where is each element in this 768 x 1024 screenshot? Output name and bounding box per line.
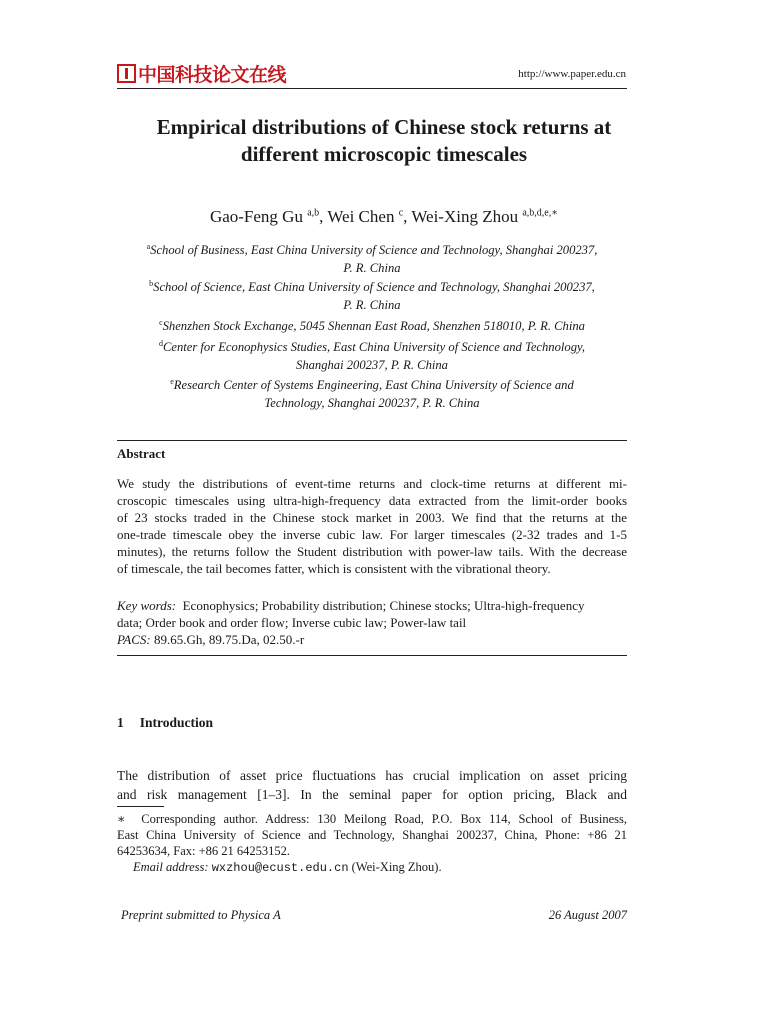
abstract-line: minutes), the returns follow the Student distribution with power-law tails. With the decrease	[117, 544, 627, 559]
author-marks: c	[398, 207, 404, 219]
abstract-line: of 23 stocks traded in the Chinese stock market in 2003. We find that the returns at the	[117, 510, 627, 525]
keywords-text: data; Order book and order flow; Inverse cubic law; Power-law tail	[117, 615, 467, 630]
author-name: Wei Chen	[327, 207, 395, 226]
affiliation-line: Research Center of Systems Engineering, East China University of Science and	[173, 378, 574, 393]
affiliation-line: P. R. China	[343, 261, 401, 276]
section-title: Introduction	[139, 715, 214, 730]
pacs-text: 89.65.Gh, 89.75.Da, 02.50.-r	[153, 632, 305, 647]
email-label: Email address:	[133, 860, 209, 874]
author-list: Gao-Feng Gu $^{a,b}$, Wei Chen $^c$, Wei-Xing Zhou $^{a,b,d,e,∗}$	[209, 207, 559, 226]
author-marks: a,b	[307, 207, 320, 219]
title-line: different microscopic timescales	[240, 142, 528, 166]
affiliation-mark: e	[170, 377, 174, 386]
author-name: Wei-Xing Zhou	[411, 207, 519, 226]
keywords-block	[117, 597, 627, 648]
abstract-heading: Abstract	[117, 446, 166, 461]
affiliation-line: Center for Econophysics Studies, East China University of Science and Technology,	[162, 340, 586, 355]
preprint-date: 26 August 2007	[548, 908, 627, 922]
footnote-rule	[117, 806, 164, 807]
abstract-line: We study the distributions of event-time returns and clock-time returns at different mi-	[117, 476, 627, 491]
body-line: The distribution of asset price fluctuations has crucial implication on asset pricing	[117, 768, 627, 783]
affiliation-mark: c	[159, 318, 163, 327]
abstract-top-rule	[117, 440, 627, 441]
abstract-line: croscopic timescales using ultra-high-frequency data extracted from the limit-order books	[117, 493, 627, 508]
section-body	[117, 766, 627, 804]
body-line: and risk management [1–3]. In the seminal paper for option pricing, Black and	[117, 787, 627, 802]
affiliation	[117, 314, 627, 335]
email-link[interactable]: wxzhou@ecust.edu.cn	[211, 861, 349, 875]
section-number: 1	[117, 715, 124, 730]
affiliation	[117, 238, 627, 277]
logo-mark-icon	[117, 64, 136, 83]
email-owner: (Wei-Xing Zhou).	[351, 860, 442, 874]
affiliation-line: School of Science, East China University of Science and Technology, Shanghai 200237,	[153, 280, 595, 295]
logo-text: 中国科技论文在线	[138, 63, 287, 86]
author-name: Gao-Feng Gu	[209, 207, 303, 226]
site-url-link[interactable]: http://www.paper.edu.cn	[518, 68, 626, 80]
site-logo	[117, 61, 286, 85]
affiliation-mark: d	[158, 339, 163, 348]
affiliation	[117, 373, 627, 412]
affiliation-line: P. R. China	[343, 298, 401, 313]
footnote-line: Corresponding author. Address: 130 Meilong Road, P.O. Box 114, School of Business,	[141, 812, 628, 826]
affiliation-mark: a	[146, 242, 151, 251]
section-heading	[117, 715, 213, 731]
affiliation	[117, 275, 627, 314]
author-marks: a,b,d,e,∗	[522, 207, 559, 219]
affiliation-line: Shanghai 200237, P. R. China	[296, 358, 448, 373]
affiliation-line: School of Business, East China University of Science and Technology, Shanghai 200237,	[150, 243, 598, 258]
footnote-line: East China University of Science and Technology, Shanghai 200237, China, Phone: +86 21	[117, 828, 627, 842]
header-divider	[117, 88, 627, 89]
keywords-label: Key words:	[117, 598, 177, 613]
title-line: Empirical distributions of Chinese stock returns at	[156, 115, 612, 139]
affiliation-mark: b	[149, 279, 154, 288]
abstract-body	[117, 475, 627, 577]
abstract-line: one-trade timescale obey the inverse cubic law. For larger timescales (2-32 trades and 1-5	[117, 527, 627, 542]
footnote-line: 64253634, Fax: +86 21 64253152.	[117, 844, 291, 858]
pacs-label: PACS:	[117, 632, 151, 647]
footnote-mark: ∗	[117, 812, 126, 826]
keywords-text: Econophysics; Probability distribution; Chinese stocks; Ultra-high-frequency	[182, 598, 585, 613]
footnote	[117, 811, 627, 876]
affiliation	[117, 335, 627, 374]
abstract-bottom-rule	[117, 655, 627, 656]
affiliation-line: Shenzhen Stock Exchange, 5045 Shennan East Road, Shenzhen 518010, P. R. China	[162, 319, 585, 334]
paper-title	[100, 114, 668, 168]
preprint-note: Preprint submitted to Physica A	[121, 908, 281, 922]
abstract-line: of timescale, the tail becomes fatter, which is consistent with the vibrational theory.	[117, 561, 551, 576]
affiliation-line: Technology, Shanghai 200237, P. R. China	[264, 396, 480, 411]
